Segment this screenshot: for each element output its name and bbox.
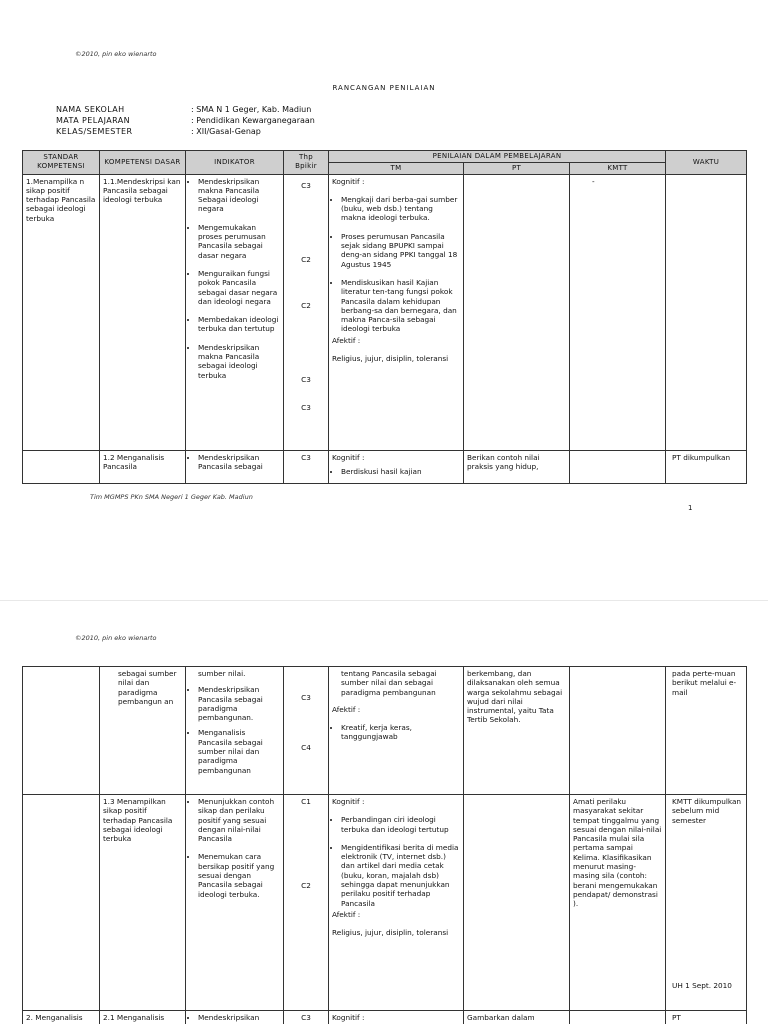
thinking-level: C1 [301,797,311,806]
table-row [23,174,747,450]
list-item: • Mengkaji dari berba-gai sumber (buku, web dsb.) tentang makna ideologi terbuka. [341,195,460,223]
list-item: • Menunjukkan contoh sikap dan perilaku positif yang sesuai dengan nilai-nilai Pancasila [198,797,280,843]
section-label: Afektif : [332,335,361,345]
afektif-values: Religius, jujur, disiplin, toleransi [332,928,449,938]
info-value: : SMA N 1 Geger, Kab. Madiun [191,105,312,114]
cell-indikator [186,450,284,483]
cell-pt [464,795,570,1011]
header-standar-kompetensi: STANDAR KOMPETENSI [23,151,100,175]
cell-kompetensi-dasar: 1.1.Mendeskripsi kan Pancasila sebagai ideologi terbuka [100,174,186,450]
cell-pt: berkembang, dan dilaksanakan oleh semua warga sekolahmu sebagai wujud dari nilai instrumental, yaitu Tata Tertib Sekolah. [464,667,570,795]
list-item: • Perbandingan ciri ideologi terbuka dan ideologi tertutup [341,815,460,834]
info-label: KELAS/SEMESTER [56,127,133,136]
list-item: • Menguraikan fungsi pokok Pancasila sebagai dasar negara dan ideologi negara [198,269,280,306]
waktu-note: KMTT dikumpulkan sebelum mid semester [672,797,742,825]
list-item: • Mendeskripsikan Pancasila sebagai [198,453,280,472]
assessment-table [22,150,747,484]
school-info-row [56,104,315,115]
list-item: • Mengemukakan proses perumusan Pancasila sebagai dasar negara [198,223,280,260]
cell-kmtt [570,1011,666,1024]
thinking-level: C2 [301,300,311,310]
thinking-level: C3 [301,402,311,412]
document-page-2 [0,600,768,1024]
table-row [23,795,747,1011]
cell-waktu: PT dikumpulkan [666,450,747,483]
school-info-row [56,115,315,126]
page-footer: Tim MGMPS PKn SMA Negeri 1 Geger Kab. Madiun [90,493,253,501]
cell-tahap-berpikir [284,795,329,1011]
cell-kmtt: Amati perilaku masyarakat sekitar tempat tinggalmu yang sesuai dengan nilai-nilai Pancasila mulai sila pertama sampai Kelima. Klasifikasikan menurut masing-masing sila (contoh: berani mengemukakan pendapat/ demonstrasi ). [570,795,666,1011]
header-penilaian: PENILAIAN DALAM PEMBELAJARAN [329,151,666,163]
cell-indikator [186,795,284,1011]
cell-kompetensi-dasar: sebagai sumber nilai dan paradigma pembangun an [100,667,186,795]
info-label: MATA PELAJARAN [56,116,131,125]
cell-tahap-berpikir [284,667,329,795]
thinking-level: C2 [301,881,311,890]
section-label: Kognitif : [332,452,365,462]
list-item: • Mendeskripsikan makna Pancasila sebagai ideologi terbuka [198,343,280,380]
running-head: ©2010, pin eko wienarto [75,50,157,58]
cell-kmtt [570,450,666,483]
list-item: • Menemukan cara bersikap positif yang sesuai dengan Pancasila sebagai ideologi terbuka. [198,852,280,898]
table-header-row [23,151,747,163]
section-label: Afektif : [332,909,361,919]
cell-indikator [186,667,284,795]
cell-kompetensi-dasar: 1.3 Menampilkan sikap positif terhadap Pancasila sebagai ideologi terbuka [100,795,186,1011]
cell-kompetensi-dasar: 2.1 Menganalisis [100,1011,186,1024]
cell-pt: Berikan contoh nilai praksis yang hidup, [464,450,570,483]
list-item: • Menganalisis Pancasila sebagai sumber nilai dan paradigma pembangunan [198,728,280,774]
table-row [23,450,747,483]
section-label: Kognitif : [332,797,365,806]
cell-waktu [666,174,747,450]
school-info-row [56,126,315,137]
header-kompetensi-dasar: KOMPETENSI DASAR [100,151,186,175]
cell-indikator [186,1011,284,1024]
thinking-level: C3 [301,1013,311,1022]
table-row [23,667,747,795]
cell-tm [329,795,464,1011]
cell-waktu [666,795,747,1011]
thinking-level: C4 [301,743,311,752]
school-info [56,104,315,137]
waktu-exam-date: UH 1 Sept. 2010 [672,981,732,990]
list-item: sumber nilai. [198,669,246,678]
page-number: 1 [688,504,693,512]
section-label: Kognitif : [332,176,365,186]
header-pt: PT [464,162,570,174]
list-item: • Mengidentifikasi berita di media elektronik (TV, internet dsb.) dan artikel dari media cetak (buku, koran, majalah dsb) sehingga dapat menunjukkan perilaku positif terhadap Pancasila [341,843,460,908]
list-item: • Mendeskripsikan [198,1013,280,1022]
cell-standar-kompetensi [23,450,100,483]
thinking-level: C3 [301,180,311,190]
list-item: • Membedakan ideologi terbuka dan tertutup [198,315,280,334]
header-indikator: INDIKATOR [186,151,284,175]
info-value: : Pendidikan Kewarganegaraan [191,116,315,125]
running-head: ©2010, pin eko wienarto [75,634,157,642]
cell-waktu: PT [666,1011,747,1024]
list-item: • Berdiskusi hasil kajian [341,467,460,476]
cell-standar-kompetensi: 2. Menganalisis [23,1011,100,1024]
cell-tm [329,174,464,450]
cell-tm: Kognitif : [329,1011,464,1024]
list-item: • Mendiskusikan hasil Kajian literatur ten-tang fungsi pokok Pancasila dalam kehidupan berbang-sa dan bernegara, dan makna Panca-sila sebagai ideologi terbuka [341,278,460,334]
info-label: NAMA SEKOLAH [56,105,125,114]
list-item: • Kreatif, kerja keras, tanggungjawab [341,723,460,742]
cell-pt: Gambarkan dalam [464,1011,570,1024]
cell-tm [329,667,464,795]
header-waktu: WAKTU [666,151,747,175]
list-item: • Mendeskripsikan Pancasila sebagai paradigma pembangunan. [198,685,280,722]
header-kmtt: KMTT [570,162,666,174]
document-title: RANCANGAN PENILAIAN [332,84,436,92]
header-tahap-berpikir: Thp Bpikir [284,151,329,175]
header-tm: TM [329,162,464,174]
thinking-level: C2 [301,254,311,264]
cell-waktu: pada perte-muan berikut melalui e-mail [666,667,747,795]
afektif-values: Religius, jujur, disiplin, toleransi [332,354,449,364]
cell-indikator [186,174,284,450]
cell-kompetensi-dasar: 1.2 Menganalisis Pancasila [100,450,186,483]
table-row [23,1011,747,1024]
cell-tm [329,450,464,483]
assessment-table [22,666,747,1024]
cell-kmtt: - [570,174,666,450]
cell-tahap-berpikir [284,1011,329,1024]
list-item: • Proses perumusan Pancasila sejak sidang BPUPKI sampai deng-an sidang PPKI tanggal 18 Agustus 1945 [341,232,460,269]
cell-tahap-berpikir [284,450,329,483]
info-value: : XII/Gasal-Genap [191,127,261,136]
cell-standar-kompetensi [23,795,100,1011]
thinking-level: C3 [301,693,311,702]
cell-kmtt [570,667,666,795]
list-item: • Mendeskripsikan makna Pancasila Sebagai ideologi negara [198,177,280,214]
cell-tahap-berpikir [284,174,329,450]
section-label: Afektif : [332,704,361,714]
cell-standar-kompetensi [23,667,100,795]
cell-pt [464,174,570,450]
cell-standar-kompetensi: 1.Menampilka n sikap positif terhadap Pancasila sebagai ideologi terbuka [23,174,100,450]
list-item: tentang Pancasila sebagai sumber nilai dan sebagai paradigma pembangunan [341,669,437,697]
thinking-level: C3 [301,452,311,462]
thinking-level: C3 [301,374,311,384]
